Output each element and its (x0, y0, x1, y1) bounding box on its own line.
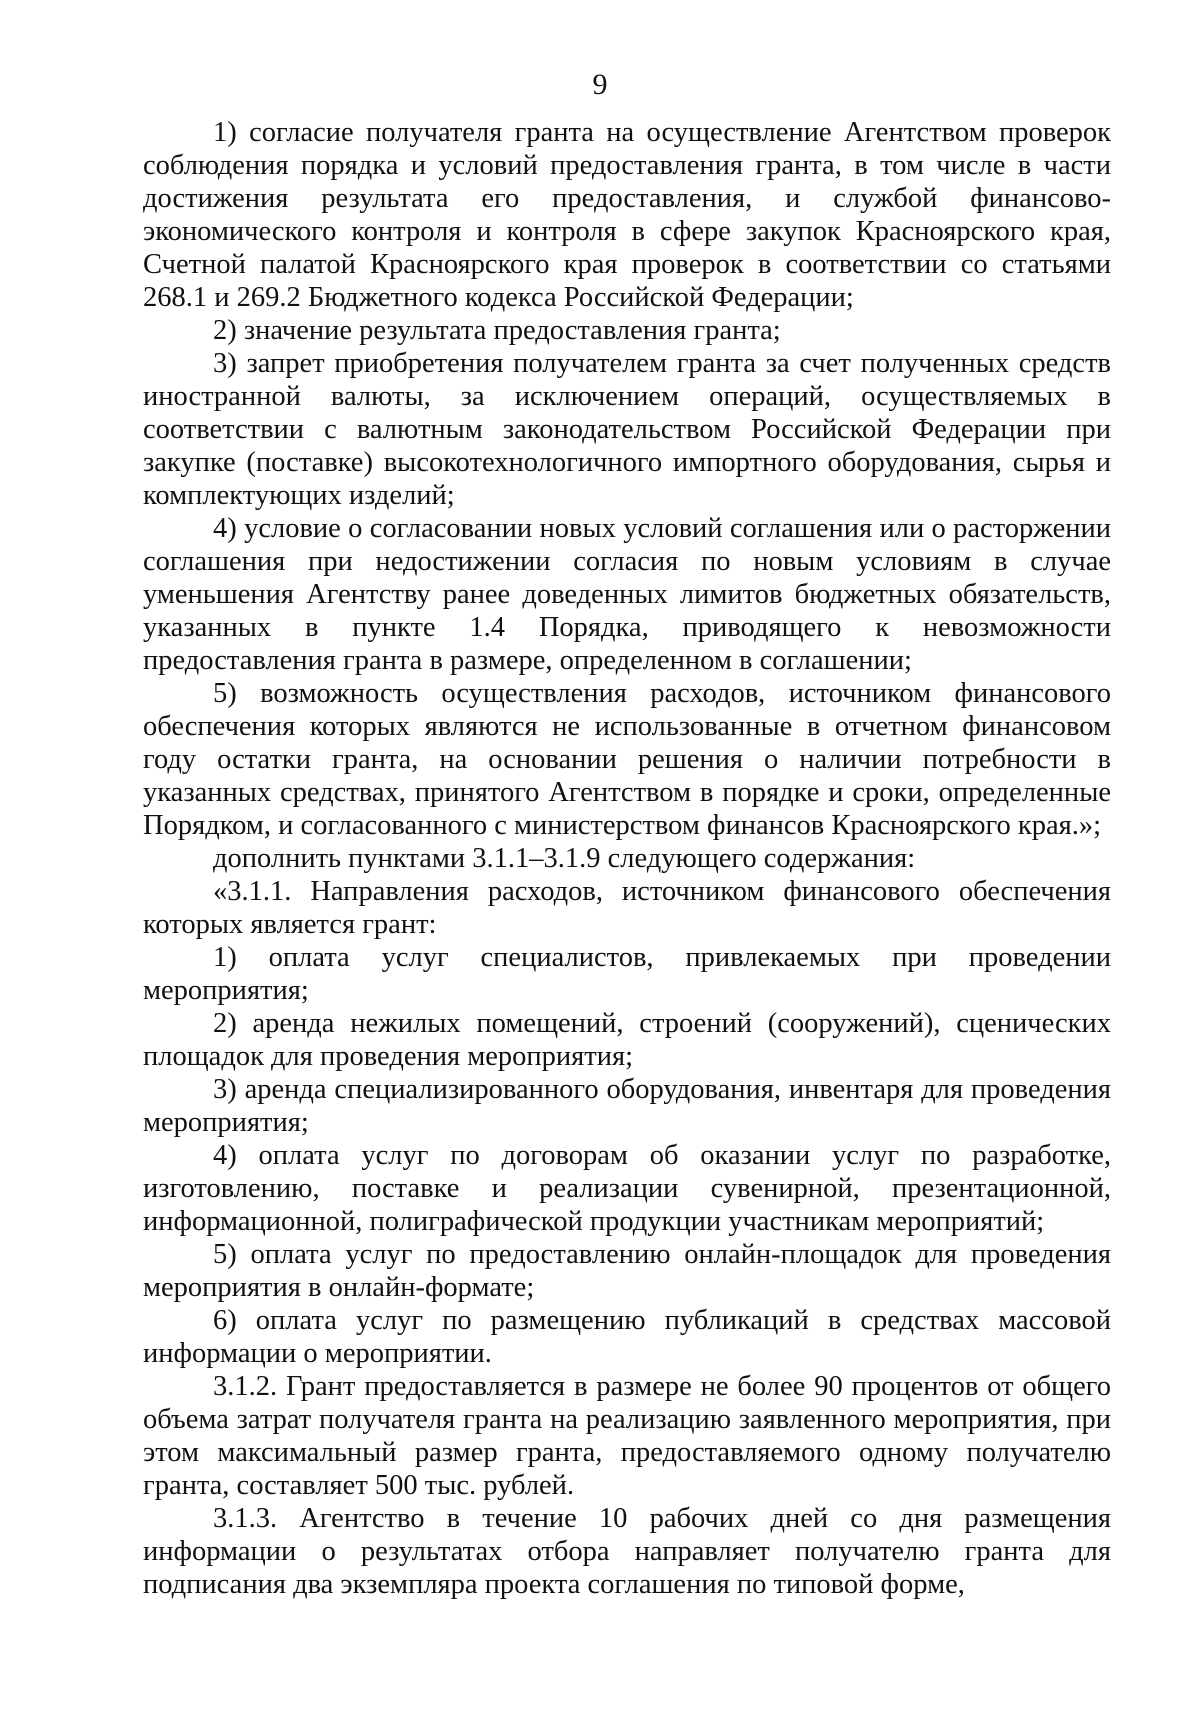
paragraph-clause-3-1-2: 3.1.2. Грант предоставляется в размере не более 90 процентов от общего объема затрат получателя гранта на реализацию заявленного мероприятия, при этом максимальный размер гранта, предоставляемого одному получателю гранта, составляет 500 тыс. рублей. (143, 1371, 1111, 1501)
page-number: 9 (592, 68, 608, 101)
paragraph-equipment-rental: 3) аренда специализированного оборудования, инвентаря для проведения мероприятия; (143, 1074, 1111, 1138)
paragraph-specialists-services: 1) оплата услуг специалистов, привлекаемых при проведении мероприятия; (143, 942, 1111, 1006)
paragraph-premises-rental: 2) аренда нежилых помещений, строений (сооружений), сценических площадок для проведения мероприятия; (143, 1008, 1111, 1072)
paragraph-products-services: 4) оплата услуг по договорам об оказании услуг по разработке, изготовлению, поставке и реализации сувенирной, презентационной, информационной, полиграфической продукции участникам мероприятий; (143, 1140, 1111, 1237)
document-body (143, 116, 1111, 1601)
paragraph-consent-inspections: 1) согласие получателя гранта на осуществление Агентством проверок соблюдения порядка и условий предоставления гранта, в том числе в части достижения результата его предоставления, и службой финансово-экономического контроля и контроля в сфере закупок Красноярского края, Счетной палатой Красноярского края проверок в соответствии со статьями 268.1 и 269.2 Бюджетного кодекса Российской Федерации; (143, 117, 1111, 313)
paragraph-clause-3-1-1: «3.1.1. Направления расходов, источником финансового обеспечения которых является грант: (143, 876, 1111, 940)
paragraph-foreign-currency-ban: 3) запрет приобретения получателем гранта за счет полученных средств иностранной валюты, за исключением операций, осуществляемых в соответствии с валютным законодательством Российской Федерации при закупке (поставке) высокотехнологичного импортного оборудования, сырья и комплектующих изделий; (143, 348, 1111, 511)
paragraph-online-platforms: 5) оплата услуг по предоставлению онлайн-площадок для проведения мероприятия в онлайн-формате; (143, 1239, 1111, 1303)
paragraph-media-publications: 6) оплата услуг по размещению публикаций в средствах массовой информации о мероприятии. (143, 1305, 1111, 1369)
paragraph-agreement-terms-change: 4) условие о согласовании новых условий соглашения или о расторжении соглашения при недостижении согласия по новым условиям в случае уменьшения Агентству ранее доведенных лимитов бюджетных обязательств, указанных в пункте 1.4 Порядка, приводящего к невозможности предоставления гранта в размере, определенном в соглашении; (143, 513, 1111, 676)
paragraph-clause-3-1-3: 3.1.3. Агентство в течение 10 рабочих дней со дня размещения информации о результатах отбора направляет получателю гранта для подписания два экземпляра проекта соглашения по типовой форме, (143, 1503, 1111, 1600)
paragraph-add-clauses: дополнить пунктами 3.1.1–3.1.9 следующего содержания: (213, 843, 916, 874)
paragraph-grant-result-value: 2) значение результата предоставления гранта; (213, 315, 781, 346)
paragraph-unused-grant-balance: 5) возможность осуществления расходов, источником финансового обеспечения которых являются не использованные в отчетном финансовом году остатки гранта, на основании решения о наличии потребности в указанных средствах, принятого Агентством в порядке и сроки, определенные Порядком, и согласованного с министерством финансов Красноярского края.»; (143, 678, 1111, 841)
